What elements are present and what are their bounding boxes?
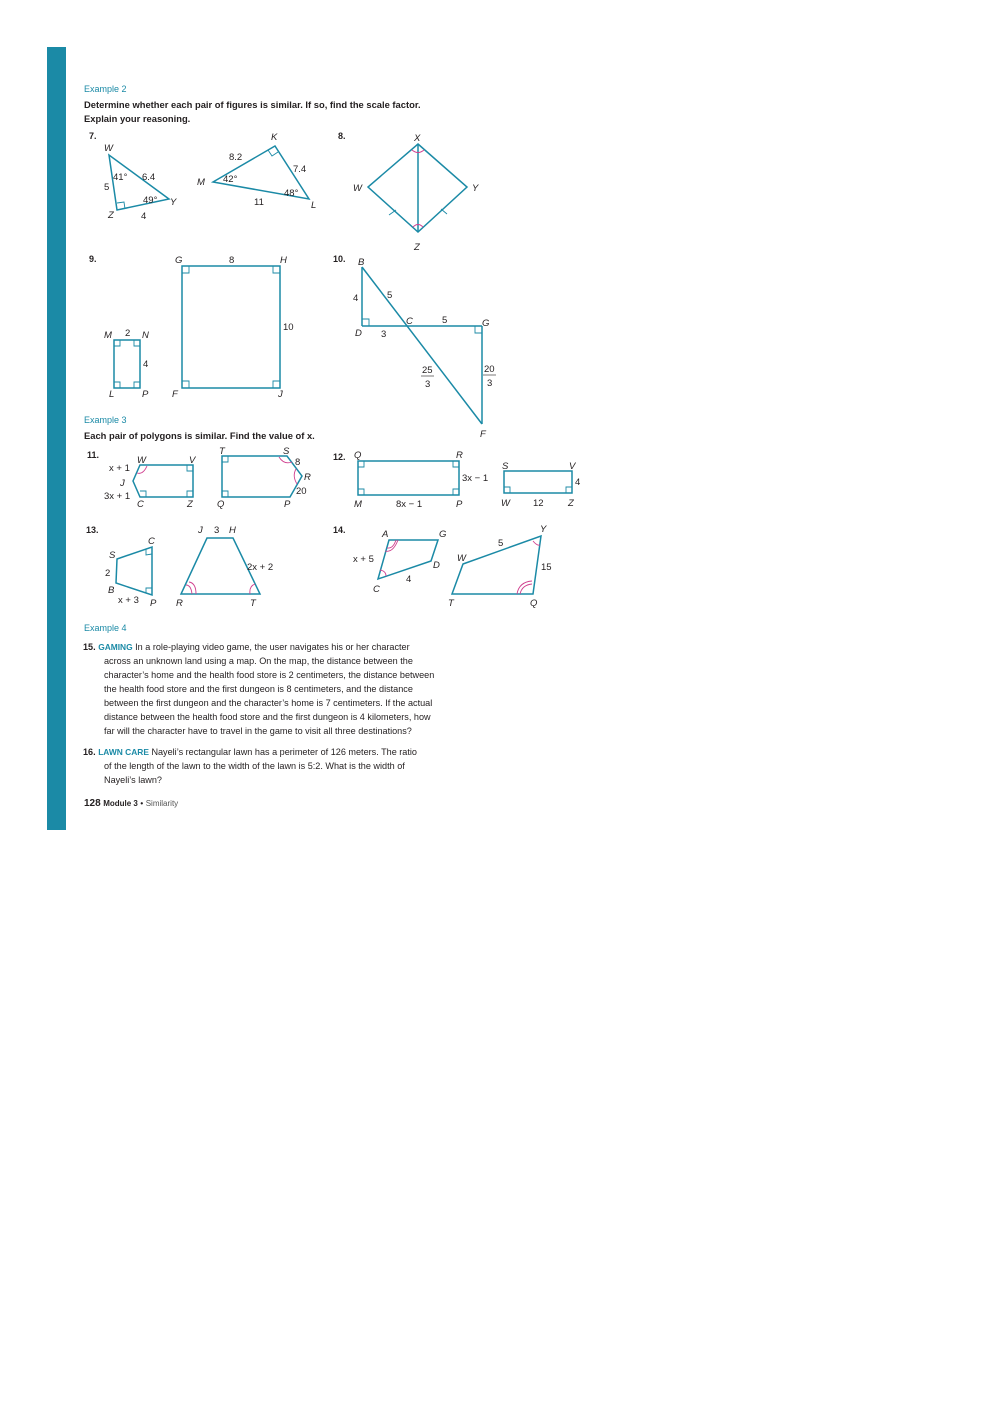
right-angle-mark (504, 487, 510, 493)
angle-42: 42° (223, 174, 238, 185)
label-q: Q (530, 598, 538, 609)
angle-arc (520, 584, 532, 594)
label-k: K (271, 132, 278, 143)
right-angle-mark (453, 461, 459, 467)
problem-15-line-2: across an unknown land using a map. On the map, the distance between the (104, 656, 413, 666)
figure-11-pentagon-wvzcj (104, 455, 197, 510)
side-ht: 2x + 2 (247, 562, 274, 573)
label-z: Z (414, 242, 420, 253)
problem-8-number: 8. (338, 131, 346, 141)
label-a: A (382, 529, 389, 540)
label-s: S (109, 550, 116, 561)
label-p: P (284, 499, 291, 510)
tick-mark (441, 209, 447, 214)
label-d: D (433, 560, 440, 571)
label-m: M (354, 499, 362, 510)
angle-arc (517, 581, 532, 594)
label-p: P (150, 598, 157, 609)
label-r: R (304, 472, 311, 483)
label-y: Y (540, 524, 547, 535)
label-h: H (229, 525, 236, 536)
right-angle-mark (140, 491, 146, 497)
label-c: C (137, 499, 144, 510)
problem-16-line-2: of the length of the lawn to the width of the lawn is 5:2. What is the width of (104, 761, 405, 771)
label-z: Z (568, 498, 574, 509)
label-z: Z (108, 210, 114, 221)
problem-11-number: 11. (87, 450, 100, 460)
side-wj: x + 1 (109, 463, 130, 474)
side-bp: x + 3 (118, 595, 139, 606)
problem-15-line-3: character’s home and the health food store is 2 centimeters, the distance between (104, 670, 435, 680)
label-y: Y (472, 183, 479, 194)
label-p: P (142, 389, 149, 400)
example-4-heading: Example 4 (84, 623, 127, 633)
problem-15-keyword: GAMING (98, 642, 133, 652)
label-w: W (137, 455, 146, 466)
right-angle-mark (358, 461, 364, 467)
right-angle-mark (273, 266, 280, 273)
section-label: Similarity (145, 799, 179, 808)
figure-14-quad-wytq (448, 524, 552, 609)
rectangle-qrpm (358, 461, 459, 495)
right-angle-mark (114, 340, 120, 346)
side-cg: 5 (442, 315, 448, 326)
problem-15 (83, 640, 434, 738)
label-q: Q (354, 450, 362, 461)
right-angle-mark (362, 319, 369, 326)
label-b: B (108, 585, 115, 596)
label-g: G (439, 529, 447, 540)
problem-15-line-4: the health food store and the first dungeon is 8 centimeters, and the distance (104, 684, 413, 694)
side-vz: 4 (575, 477, 581, 488)
pentagon-wvzcj (133, 465, 193, 497)
label-s: S (283, 446, 290, 457)
problem-15-line-1: In a role-playing video game, the user navigates his or her character (135, 642, 410, 652)
right-angle-mark (134, 340, 140, 346)
problem-16 (83, 745, 417, 787)
label-r: R (456, 450, 463, 461)
side-wy: 5 (498, 538, 504, 549)
right-angle-mark (273, 381, 280, 388)
problem-15-line-7: far will the character have to travel in the game to visit all three destinations? (104, 726, 412, 736)
figure-7-triangle-mkl (197, 132, 316, 211)
example-2-instruction-line-1: Determine whether each pair of figures is similar. If so, find the scale factor. (84, 99, 421, 110)
side-sb: 2 (105, 568, 111, 579)
right-angle-mark (114, 382, 120, 388)
label-q: Q (217, 499, 225, 510)
right-angle-mark (187, 491, 193, 497)
side-kl: 7.4 (293, 164, 307, 175)
example-3-heading: Example 3 (84, 415, 127, 425)
example-3-instruction: Each pair of polygons is similar. Find the value of x. (84, 430, 315, 441)
label-c: C (406, 316, 413, 327)
figure-12-rectangle-qrpm (354, 450, 488, 510)
label-t: T (250, 598, 256, 609)
angle-arc (186, 585, 192, 594)
side-rp: 20 (296, 486, 307, 497)
side-cd: 4 (406, 574, 412, 585)
side-sr: 8 (295, 457, 301, 468)
label-v: V (189, 455, 196, 466)
rectangle-ghjf (182, 266, 280, 388)
side-gf-numerator: 20 (484, 364, 495, 375)
label-w: W (104, 143, 113, 154)
label-v: V (569, 461, 576, 472)
side-yq: 15 (541, 562, 552, 573)
segment-bf (362, 267, 482, 424)
right-angle-mark (566, 487, 572, 493)
angle-arc (533, 541, 540, 545)
figure-9-rectangle-mnpl (104, 328, 149, 400)
side-wz: 12 (533, 498, 544, 509)
side-dc: 3 (381, 329, 387, 340)
angle-arc (250, 584, 255, 594)
label-w: W (501, 498, 510, 509)
label-z: Z (187, 499, 193, 510)
figure-7-triangle-wzy (104, 143, 177, 222)
page-number: 128 (84, 798, 101, 809)
rectangle-svzw (504, 471, 572, 493)
label-y: Y (170, 197, 177, 208)
label-f: F (172, 389, 178, 400)
angle-49: 49° (143, 195, 158, 206)
right-angle-mark (146, 549, 152, 555)
right-angle-mark (222, 491, 228, 497)
problem-14-number: 14. (333, 525, 346, 535)
right-angle-mark (134, 382, 140, 388)
label-w: W (353, 183, 362, 194)
label-g: G (175, 255, 183, 266)
label-g: G (482, 318, 490, 329)
side-rp: 3x − 1 (462, 473, 489, 484)
label-d: D (355, 328, 362, 339)
label-m: M (197, 177, 205, 188)
figure-9-rectangle-ghjf (172, 255, 294, 400)
label-c: C (148, 536, 155, 547)
problem-15-number: 15. (83, 642, 96, 652)
side-wy: 6.4 (142, 172, 156, 183)
label-f: F (480, 429, 486, 440)
problem-13-number: 13. (86, 525, 99, 535)
problem-16-number: 16. (83, 747, 96, 757)
right-angle-mark (146, 588, 152, 593)
angle-48: 48° (284, 188, 299, 199)
problem-15-line-5: between the first dungeon and the character’s home is 7 centimeters. If the actual (104, 698, 433, 708)
problem-16-line-3: Nayeli’s lawn? (104, 775, 162, 785)
figure-13-quad-scpb (105, 536, 157, 609)
page-footer (84, 798, 178, 809)
figure-10-triangles (353, 257, 496, 440)
example-2-instruction-line-2: Explain your reasoning. (84, 113, 191, 124)
figure-13-trapezoid-jhtr (176, 525, 273, 609)
angle-41: 41° (113, 172, 128, 183)
problem-16-line-1: Nayeli’s rectangular lawn has a perimeter of 126 meters. The ratio (151, 747, 417, 757)
label-b: B (358, 257, 365, 268)
right-angle-mark (268, 150, 278, 156)
side-jc: 3x + 1 (104, 491, 131, 502)
label-w: W (457, 553, 466, 564)
label-s: S (502, 461, 509, 472)
label-j: J (278, 389, 283, 400)
angle-arc (294, 469, 297, 484)
side-mp: 8x − 1 (396, 499, 423, 510)
problem-15-line-6: distance between the health food store and the first dungeon is 4 kilometers, how (104, 712, 431, 722)
problem-7-number: 7. (89, 131, 97, 141)
figure-14-quad-agdc (353, 529, 446, 595)
example-2-heading: Example 2 (84, 84, 127, 94)
figure-11-pentagon-tsrpq (217, 446, 311, 510)
label-r: R (176, 598, 183, 609)
right-angle-mark (453, 489, 459, 495)
side-cf-numerator: 25 (422, 365, 433, 376)
label-t: T (219, 446, 225, 457)
side-bd: 4 (353, 293, 359, 304)
side-cf-denominator: 3 (425, 379, 431, 390)
side-wz: 5 (104, 182, 110, 193)
side-mk: 8.2 (229, 152, 243, 163)
right-angle-mark (475, 326, 482, 333)
problem-12-number: 12. (333, 452, 346, 462)
label-t: T (448, 598, 454, 609)
problem-9-number: 9. (89, 254, 97, 264)
label-j: J (120, 478, 125, 489)
side-hj: 10 (283, 322, 294, 333)
side-ac: x + 5 (353, 554, 374, 565)
label-n: N (142, 330, 149, 341)
label-l: L (311, 200, 317, 211)
rectangle-mnpl (114, 340, 140, 388)
label-l: L (109, 389, 115, 400)
module-label: Module 3 (103, 799, 138, 808)
problem-16-keyword: LAWN CARE (98, 747, 149, 757)
tick-mark (389, 210, 396, 215)
figure-8-rhombus (353, 133, 479, 253)
figure-12-rectangle-svzw (501, 461, 580, 509)
footer-bullet: • (140, 799, 144, 808)
right-angle-mark (358, 489, 364, 495)
side-zy: 4 (141, 211, 147, 222)
right-angle-mark (182, 381, 189, 388)
side-bc: 5 (387, 290, 393, 301)
side-jh: 3 (214, 525, 220, 536)
label-h: H (280, 255, 287, 266)
side-gf-denominator: 3 (487, 378, 493, 389)
label-m: M (104, 330, 112, 341)
side-ml: 11 (254, 197, 264, 208)
side-np: 4 (143, 359, 149, 370)
label-x: X (414, 133, 421, 144)
label-c: C (373, 584, 380, 595)
side-gh: 8 (229, 255, 235, 266)
label-j: J (198, 525, 203, 536)
right-angle-mark (182, 266, 189, 273)
side-mn: 2 (125, 328, 131, 339)
label-p: P (456, 499, 463, 510)
problem-10-number: 10. (333, 254, 346, 264)
